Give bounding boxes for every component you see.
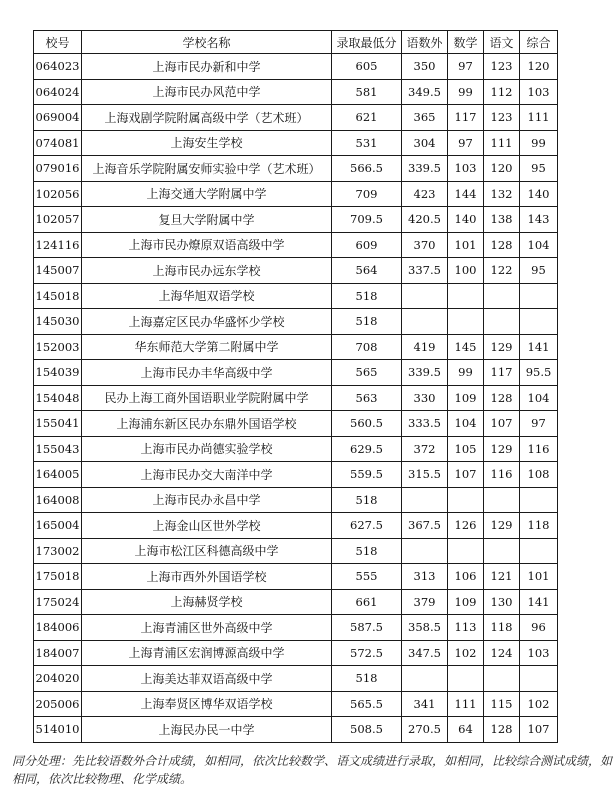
cell-math (448, 487, 484, 513)
cell-math: 101 (448, 232, 484, 258)
cell-math (448, 666, 484, 692)
table-row (34, 54, 558, 80)
cell-math: 106 (448, 564, 484, 590)
cell-chi-math-eng: 333.5 (402, 411, 448, 437)
cell-chinese: 111 (484, 130, 520, 156)
cell-min-score: 605 (332, 54, 402, 80)
cell-chi-math-eng: 423 (402, 181, 448, 207)
cell-min-score: 564 (332, 258, 402, 284)
cell-school-name: 上海华旭双语学校 (82, 283, 332, 309)
cell-school-code: 514010 (34, 717, 82, 743)
cell-comprehensive: 120 (520, 54, 558, 80)
cell-chi-math-eng: 420.5 (402, 207, 448, 233)
cell-chi-math-eng: 372 (402, 436, 448, 462)
cell-math (448, 309, 484, 335)
cell-school-code: 155043 (34, 436, 82, 462)
cell-min-score: 518 (332, 487, 402, 513)
cell-school-name: 上海青浦区世外高级中学 (82, 615, 332, 641)
header-min-score: 录取最低分 (332, 31, 402, 54)
cell-school-code: 102057 (34, 207, 82, 233)
cell-comprehensive: 141 (520, 589, 558, 615)
cell-comprehensive: 97 (520, 411, 558, 437)
cell-min-score: 518 (332, 283, 402, 309)
cell-school-code: 175018 (34, 564, 82, 590)
cell-chinese: 112 (484, 79, 520, 105)
cell-school-name: 上海市民办新和中学 (82, 54, 332, 80)
cell-chi-math-eng: 365 (402, 105, 448, 131)
tie-break-note: 同分处理：先比较语数外合计成绩，如相同，依次比较数学、语文成绩进行录取，如相同，比较综合测试成绩，如相同，依次比较物理、化学成绩。 (12, 754, 613, 786)
cell-chi-math-eng: 304 (402, 130, 448, 156)
cell-chinese: 124 (484, 640, 520, 666)
cell-school-code: 204020 (34, 666, 82, 692)
cell-chinese: 115 (484, 691, 520, 717)
cell-min-score: 621 (332, 105, 402, 131)
cell-comprehensive: 116 (520, 436, 558, 462)
cell-chi-math-eng: 367.5 (402, 513, 448, 539)
cell-school-code: 205006 (34, 691, 82, 717)
cell-comprehensive: 140 (520, 181, 558, 207)
cell-school-name: 上海赫贤学校 (82, 589, 332, 615)
cell-comprehensive: 103 (520, 79, 558, 105)
cell-school-name: 上海市西外外国语学校 (82, 564, 332, 590)
header-school-name: 学校名称 (82, 31, 332, 54)
cell-math: 145 (448, 334, 484, 360)
cell-comprehensive: 99 (520, 130, 558, 156)
cell-math: 107 (448, 462, 484, 488)
cell-school-code: 154039 (34, 360, 82, 386)
cell-school-code: 064023 (34, 54, 82, 80)
cell-math: 126 (448, 513, 484, 539)
cell-comprehensive: 95 (520, 156, 558, 182)
cell-min-score: 565.5 (332, 691, 402, 717)
cell-math: 99 (448, 360, 484, 386)
cell-chinese: 107 (484, 411, 520, 437)
table-row (34, 156, 558, 182)
cell-chi-math-eng: 313 (402, 564, 448, 590)
cell-chi-math-eng: 358.5 (402, 615, 448, 641)
table-row (34, 666, 558, 692)
cell-math: 102 (448, 640, 484, 666)
cell-chi-math-eng: 339.5 (402, 156, 448, 182)
cell-school-code: 155041 (34, 411, 82, 437)
table-row (34, 105, 558, 131)
cell-math: 117 (448, 105, 484, 131)
table-row (34, 207, 558, 233)
cell-school-name: 上海交通大学附属中学 (82, 181, 332, 207)
table-row (34, 462, 558, 488)
cell-school-name: 上海青浦区宏润博源高级中学 (82, 640, 332, 666)
cell-school-code: 102056 (34, 181, 82, 207)
cell-school-name: 上海金山区世外学校 (82, 513, 332, 539)
cell-comprehensive (520, 487, 558, 513)
table-row (34, 717, 558, 743)
cell-chinese (484, 666, 520, 692)
cell-school-code: 173002 (34, 538, 82, 564)
cell-school-name: 上海戏剧学院附属高级中学（艺术班） (82, 105, 332, 131)
header-math: 数学 (448, 31, 484, 54)
cell-min-score: 555 (332, 564, 402, 590)
table-row (34, 309, 558, 335)
cell-school-name: 上海市民办风范中学 (82, 79, 332, 105)
cell-school-name: 上海市民办丰华高级中学 (82, 360, 332, 386)
cell-chi-math-eng (402, 309, 448, 335)
cell-comprehensive: 111 (520, 105, 558, 131)
cell-math: 111 (448, 691, 484, 717)
cell-comprehensive (520, 283, 558, 309)
cell-comprehensive (520, 309, 558, 335)
cell-comprehensive: 118 (520, 513, 558, 539)
cell-chinese (484, 283, 520, 309)
table-row (34, 691, 558, 717)
cell-math: 144 (448, 181, 484, 207)
cell-chinese: 123 (484, 54, 520, 80)
admission-score-table (33, 30, 558, 743)
cell-min-score: 627.5 (332, 513, 402, 539)
cell-chinese: 116 (484, 462, 520, 488)
cell-comprehensive: 95.5 (520, 360, 558, 386)
cell-chi-math-eng: 347.5 (402, 640, 448, 666)
cell-chinese: 117 (484, 360, 520, 386)
cell-min-score: 581 (332, 79, 402, 105)
cell-chinese (484, 487, 520, 513)
cell-min-score: 609 (332, 232, 402, 258)
cell-chinese: 129 (484, 513, 520, 539)
table-row (34, 360, 558, 386)
cell-min-score: 566.5 (332, 156, 402, 182)
cell-chi-math-eng (402, 487, 448, 513)
cell-comprehensive: 104 (520, 385, 558, 411)
cell-school-name: 上海浦东新区民办东鼎外国语学校 (82, 411, 332, 437)
table-row (34, 258, 558, 284)
cell-chinese: 122 (484, 258, 520, 284)
cell-chi-math-eng: 419 (402, 334, 448, 360)
table-row (34, 564, 558, 590)
cell-min-score: 531 (332, 130, 402, 156)
cell-school-code: 184007 (34, 640, 82, 666)
cell-math (448, 283, 484, 309)
cell-math: 97 (448, 54, 484, 80)
table-row (34, 589, 558, 615)
cell-math: 113 (448, 615, 484, 641)
cell-school-code: 079016 (34, 156, 82, 182)
cell-chinese: 130 (484, 589, 520, 615)
cell-min-score: 661 (332, 589, 402, 615)
cell-chi-math-eng: 341 (402, 691, 448, 717)
cell-chinese: 129 (484, 334, 520, 360)
cell-math: 64 (448, 717, 484, 743)
cell-min-score: 559.5 (332, 462, 402, 488)
table-row (34, 334, 558, 360)
cell-comprehensive: 102 (520, 691, 558, 717)
header-chinese: 语文 (484, 31, 520, 54)
cell-chi-math-eng (402, 538, 448, 564)
cell-school-code: 124116 (34, 232, 82, 258)
cell-school-code: 175024 (34, 589, 82, 615)
table-row (34, 538, 558, 564)
table-header-row (34, 31, 558, 54)
cell-school-name: 上海奉贤区博华双语学校 (82, 691, 332, 717)
header-comprehensive: 综合 (520, 31, 558, 54)
cell-school-name: 上海民办民一中学 (82, 717, 332, 743)
table-row (34, 79, 558, 105)
cell-min-score: 518 (332, 538, 402, 564)
cell-chinese: 128 (484, 717, 520, 743)
cell-min-score: 629.5 (332, 436, 402, 462)
table-row (34, 436, 558, 462)
cell-chi-math-eng: 349.5 (402, 79, 448, 105)
cell-min-score: 565 (332, 360, 402, 386)
cell-school-name: 上海市民办远东学校 (82, 258, 332, 284)
cell-chi-math-eng: 350 (402, 54, 448, 80)
cell-comprehensive: 141 (520, 334, 558, 360)
cell-chi-math-eng: 270.5 (402, 717, 448, 743)
cell-min-score: 709 (332, 181, 402, 207)
cell-chinese: 120 (484, 156, 520, 182)
cell-chi-math-eng (402, 666, 448, 692)
cell-math: 97 (448, 130, 484, 156)
cell-math: 105 (448, 436, 484, 462)
cell-comprehensive (520, 538, 558, 564)
cell-chinese: 132 (484, 181, 520, 207)
cell-school-name: 上海市民办永昌中学 (82, 487, 332, 513)
cell-comprehensive (520, 666, 558, 692)
cell-comprehensive: 104 (520, 232, 558, 258)
table-row (34, 232, 558, 258)
cell-school-code: 145018 (34, 283, 82, 309)
cell-min-score: 709.5 (332, 207, 402, 233)
cell-min-score: 563 (332, 385, 402, 411)
cell-min-score: 708 (332, 334, 402, 360)
cell-math: 109 (448, 589, 484, 615)
cell-comprehensive: 96 (520, 615, 558, 641)
table-row (34, 487, 558, 513)
cell-school-code: 184006 (34, 615, 82, 641)
cell-school-name: 上海美达菲双语高级中学 (82, 666, 332, 692)
cell-school-code: 069004 (34, 105, 82, 131)
cell-comprehensive: 101 (520, 564, 558, 590)
cell-math (448, 538, 484, 564)
cell-school-name: 上海安生学校 (82, 130, 332, 156)
cell-school-code: 145007 (34, 258, 82, 284)
cell-school-code: 074081 (34, 130, 82, 156)
table-row (34, 130, 558, 156)
table-row (34, 640, 558, 666)
cell-school-code: 145030 (34, 309, 82, 335)
cell-min-score: 518 (332, 666, 402, 692)
cell-school-name: 上海市民办交大南洋中学 (82, 462, 332, 488)
cell-school-code: 164005 (34, 462, 82, 488)
cell-school-code: 164008 (34, 487, 82, 513)
cell-chi-math-eng: 337.5 (402, 258, 448, 284)
table-row (34, 615, 558, 641)
cell-chinese: 118 (484, 615, 520, 641)
cell-school-name: 民办上海工商外国语职业学院附属中学 (82, 385, 332, 411)
cell-comprehensive: 143 (520, 207, 558, 233)
table-body (34, 54, 558, 743)
table-row (34, 411, 558, 437)
cell-math: 104 (448, 411, 484, 437)
cell-school-name: 上海市民办尚德实验学校 (82, 436, 332, 462)
header-school-code: 校号 (34, 31, 82, 54)
cell-chi-math-eng: 339.5 (402, 360, 448, 386)
cell-chinese: 128 (484, 232, 520, 258)
cell-min-score: 518 (332, 309, 402, 335)
cell-school-name: 上海嘉定区民办华盛怀少学校 (82, 309, 332, 335)
cell-chinese: 138 (484, 207, 520, 233)
header-chi-math-eng: 语数外 (402, 31, 448, 54)
cell-min-score: 508.5 (332, 717, 402, 743)
cell-school-name: 复旦大学附属中学 (82, 207, 332, 233)
table-row (34, 385, 558, 411)
cell-school-code: 165004 (34, 513, 82, 539)
cell-comprehensive: 107 (520, 717, 558, 743)
cell-chinese: 128 (484, 385, 520, 411)
cell-school-name: 华东师范大学第二附属中学 (82, 334, 332, 360)
cell-chi-math-eng: 370 (402, 232, 448, 258)
cell-chinese (484, 309, 520, 335)
cell-chinese (484, 538, 520, 564)
cell-chi-math-eng (402, 283, 448, 309)
cell-chinese: 121 (484, 564, 520, 590)
cell-chi-math-eng: 330 (402, 385, 448, 411)
cell-chinese: 129 (484, 436, 520, 462)
cell-school-code: 064024 (34, 79, 82, 105)
cell-min-score: 560.5 (332, 411, 402, 437)
table-row (34, 181, 558, 207)
cell-school-code: 152003 (34, 334, 82, 360)
cell-school-name: 上海市民办燎原双语高级中学 (82, 232, 332, 258)
cell-math: 109 (448, 385, 484, 411)
cell-math: 99 (448, 79, 484, 105)
cell-school-name: 上海音乐学院附属安师实验中学（艺术班） (82, 156, 332, 182)
cell-comprehensive: 103 (520, 640, 558, 666)
admission-score-sheet (33, 30, 557, 743)
cell-chi-math-eng: 315.5 (402, 462, 448, 488)
cell-school-name: 上海市松江区科德高级中学 (82, 538, 332, 564)
cell-chinese: 123 (484, 105, 520, 131)
cell-math: 100 (448, 258, 484, 284)
cell-comprehensive: 95 (520, 258, 558, 284)
cell-min-score: 572.5 (332, 640, 402, 666)
cell-comprehensive: 108 (520, 462, 558, 488)
cell-min-score: 587.5 (332, 615, 402, 641)
cell-math: 103 (448, 156, 484, 182)
cell-math: 140 (448, 207, 484, 233)
table-row (34, 283, 558, 309)
table-row (34, 513, 558, 539)
cell-school-code: 154048 (34, 385, 82, 411)
cell-chi-math-eng: 379 (402, 589, 448, 615)
